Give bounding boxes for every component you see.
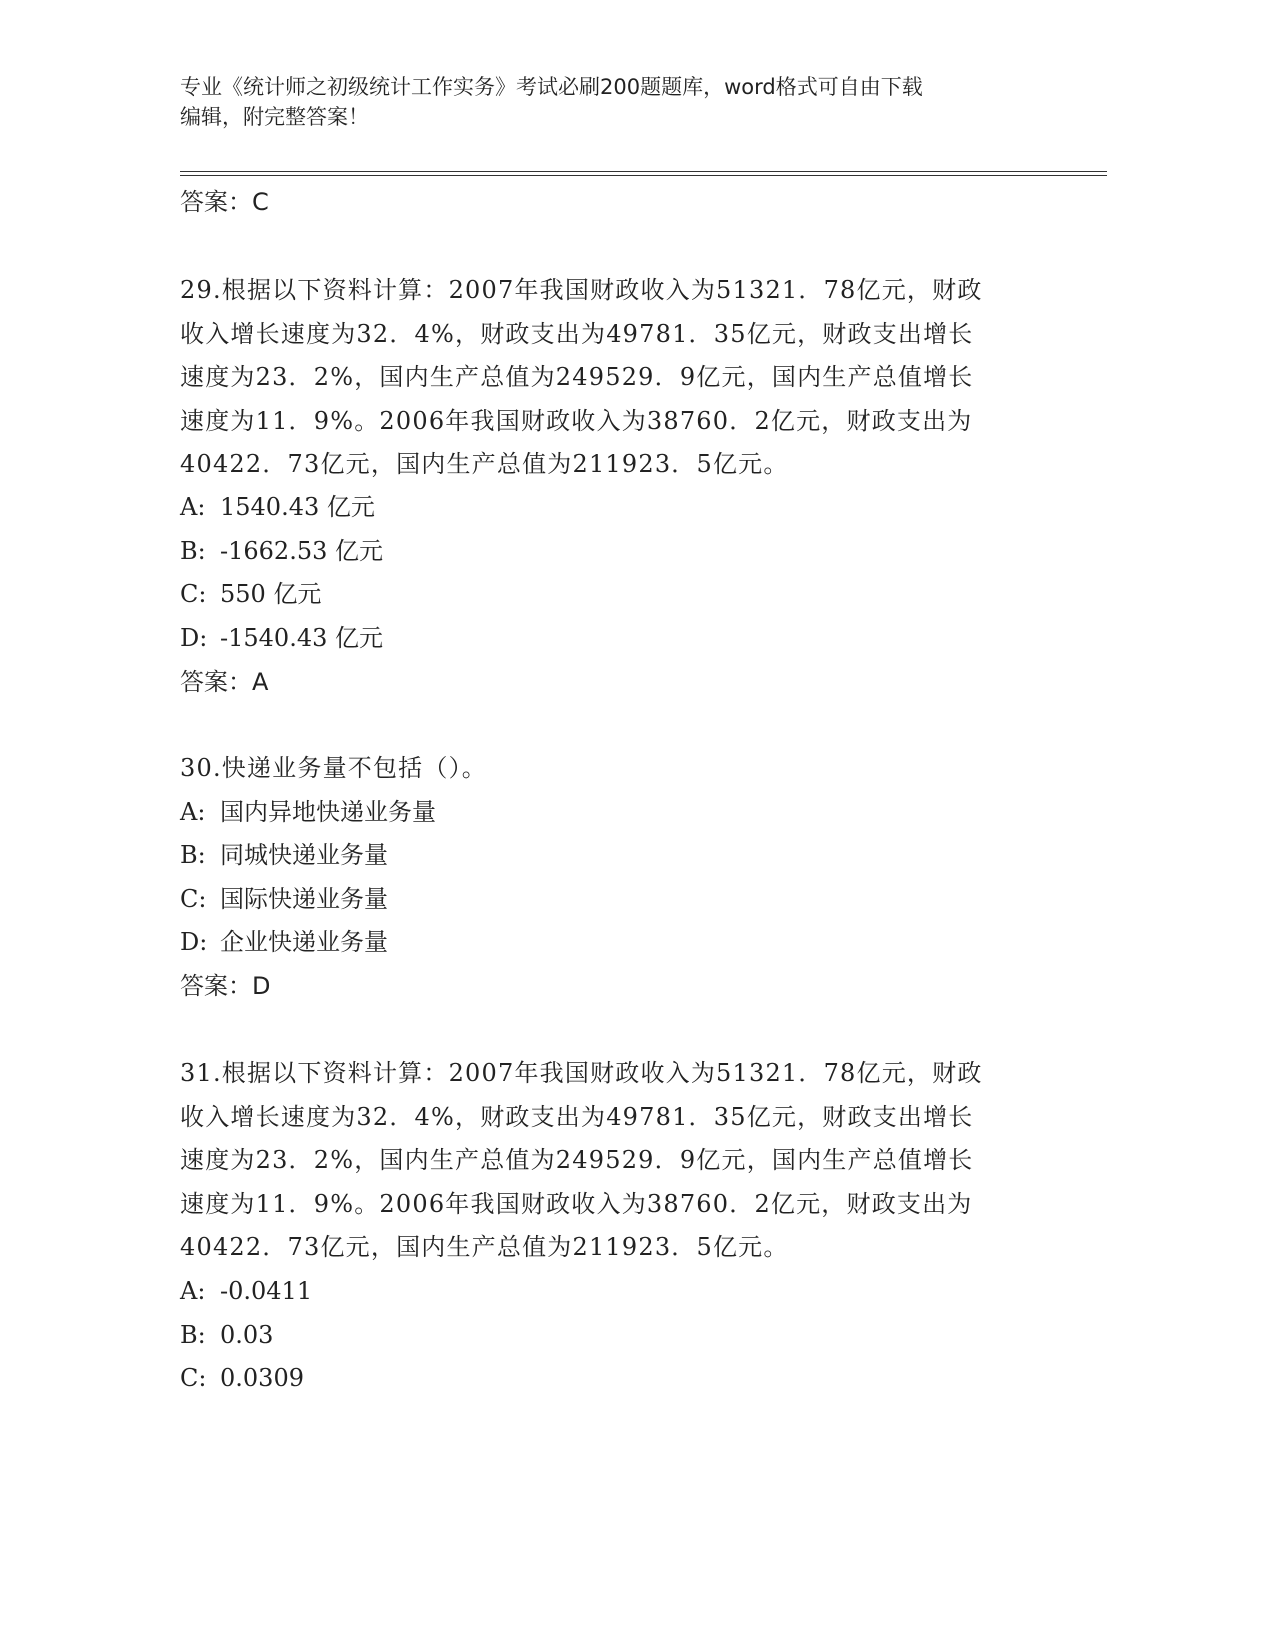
option-label: C: [180,1364,207,1392]
question-29-option-b [180,536,383,566]
question-29-line-3: 速度为23．2%，国内生产总值为249529．9亿元，国内生产总值增长 [180,363,974,391]
question-29-option-d [180,623,383,653]
question-30-option-b [180,840,388,870]
question-29-line-2: 收入增长速度为32．4%，财政支出为49781．35亿元，财政支出增长 [180,320,974,348]
question-30-option-d [180,927,388,957]
option-label: D: [180,928,208,956]
question-30-option-a [180,797,436,827]
question-31-line-3: 速度为23．2%，国内生产总值为249529．9亿元，国内生产总值增长 [180,1146,974,1174]
option-label: C: [180,885,207,913]
header-rule-top [180,171,1107,172]
question-31-line-2: 收入增长速度为32．4%，财政支出为49781．35亿元，财政支出增长 [180,1103,974,1131]
question-31-option-c [180,1363,304,1393]
option-text: -1540.43 亿元 [220,624,383,652]
option-text: 1540.43 亿元 [220,493,375,521]
question-31-line-1: 31.根据以下资料计算：2007年我国财政收入为51321．78亿元，财政 [180,1059,983,1087]
question-29-answer: 答案：A [180,668,269,696]
option-text: 550 亿元 [220,580,322,608]
option-label: D: [180,624,208,652]
option-label: A: [180,1277,206,1305]
question-29-line-1: 29.根据以下资料计算：2007年我国财政收入为51321．78亿元，财政 [180,276,983,304]
option-label: A: [180,493,206,521]
option-text: 0.0309 [220,1364,304,1392]
page-header [180,72,1040,132]
question-31-option-b [180,1320,273,1350]
option-label: A: [180,798,206,826]
question-30-answer: 答案：D [180,972,271,1000]
option-label: B: [180,841,206,869]
option-text: 0.03 [220,1321,274,1349]
header-line-2: 编辑，附完整答案！ [180,105,369,129]
question-30-line-1: 30.快递业务量不包括（）。 [180,754,487,782]
previous-answer: 答案：C [180,188,269,216]
question-31-line-5: 40422．73亿元，国内生产总值为211923．5亿元。 [180,1233,789,1261]
question-29-option-a [180,492,375,522]
option-text: -1662.53 亿元 [220,537,383,565]
option-text: 国际快递业务量 [220,885,388,913]
question-29-option-c [180,579,321,609]
question-30-option-c [180,884,388,914]
question-31-line-4: 速度为11．9%。2006年我国财政收入为38760．2亿元，财政支出为 [180,1190,973,1218]
option-label: C: [180,580,207,608]
option-text: 国内异地快递业务量 [220,798,436,826]
header-rule-bottom [180,175,1107,176]
option-text: -0.0411 [220,1277,313,1305]
option-label: B: [180,1321,206,1349]
question-29-line-5: 40422．73亿元，国内生产总值为211923．5亿元。 [180,450,789,478]
question-29-line-4: 速度为11．9%。2006年我国财政收入为38760．2亿元，财政支出为 [180,407,973,435]
option-text: 企业快递业务量 [220,928,388,956]
option-text: 同城快递业务量 [220,841,388,869]
option-label: B: [180,537,206,565]
header-line-1: 专业《统计师之初级统计工作实务》考试必刷200题题库，word格式可自由下载 [180,75,923,99]
question-31-option-a [180,1276,312,1306]
